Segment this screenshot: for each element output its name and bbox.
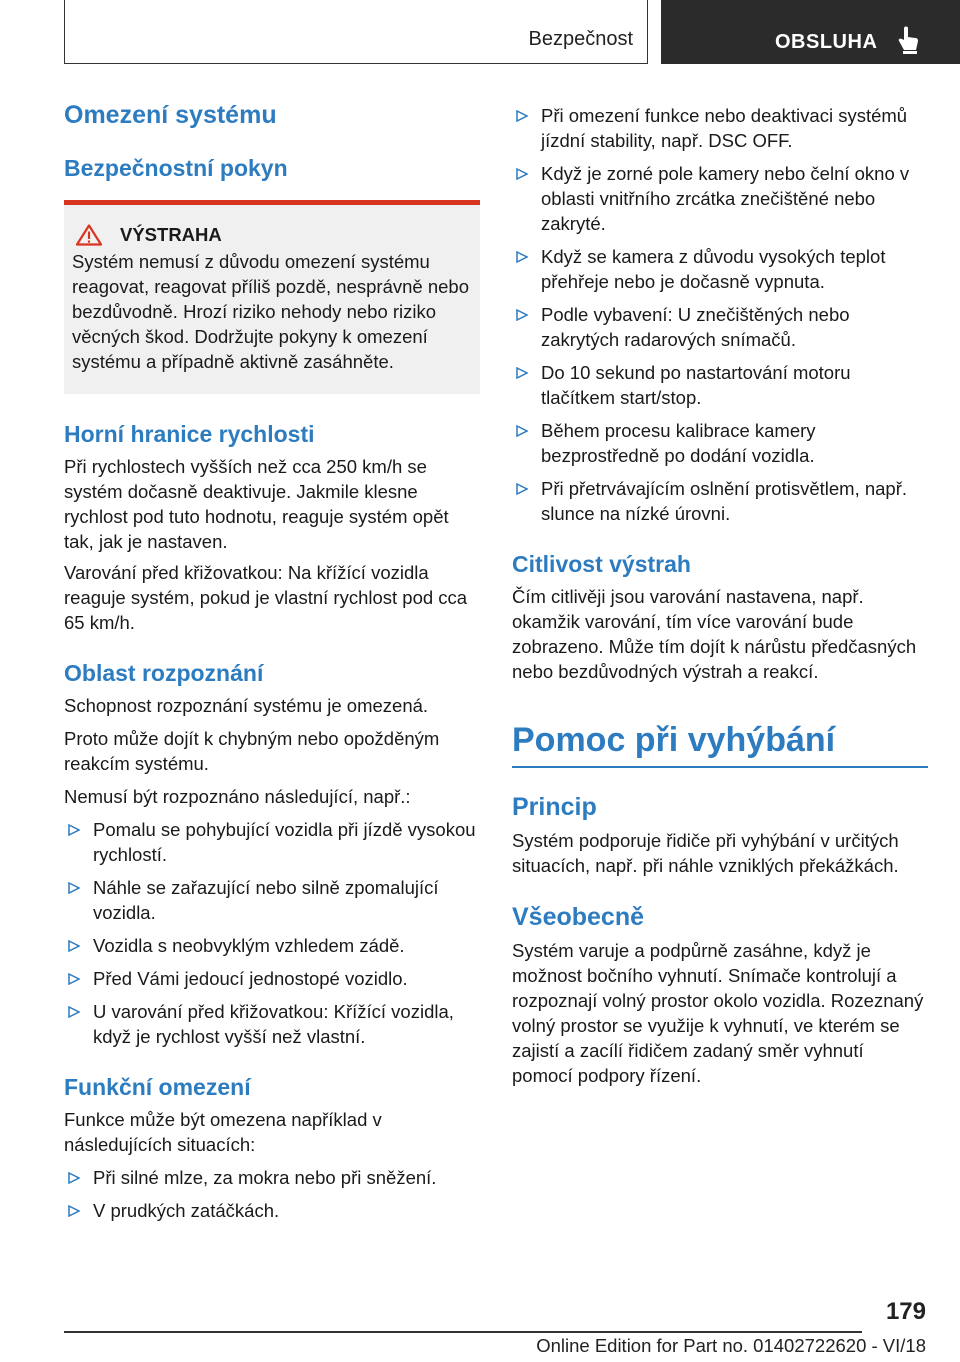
list-item: Podle vybavení: U znečištěných nebo zakrytých radarových snímačů.	[512, 302, 928, 352]
list-item: Náhle se zařazující nebo silně zpomalující vozidla.	[64, 875, 480, 925]
heading-underline	[512, 766, 928, 768]
hand-pointer-icon	[895, 26, 921, 54]
list-item: Při silné mlze, za mokra nebo při sněžení.	[64, 1165, 480, 1190]
triangle-bullet-icon	[516, 483, 528, 495]
triangle-bullet-icon	[68, 1006, 80, 1018]
header-chapter-tab	[661, 0, 960, 64]
detection-paragraph-3: Nemusí být rozpoznáno následující, např.:	[64, 786, 411, 807]
principle-paragraph: Systém podporuje řidiče při vyhýbání v určitých situacích, např. při náhle vzniklých překážkách.	[512, 830, 899, 876]
detection-list	[64, 817, 480, 1049]
page-number: 179	[885, 1298, 926, 1325]
list-item: Do 10 sekund po nastartování motoru tlačítkem start/stop.	[512, 360, 928, 410]
heading-system-limits: Omezení systému	[64, 101, 277, 129]
list-item: Když se kamera z důvodu vysokých teplot přehřeje nebo je dočasně vypnuta.	[512, 244, 928, 294]
triangle-bullet-icon	[516, 251, 528, 263]
warning-triangle-icon	[76, 224, 102, 246]
sensitivity-paragraph: Čím citlivěji jsou varování nastavena, např. okamžik varování, tím více varování bude zobrazeno. Může tím dojít k nárůstu předčasných nebo bezdůvodných výstrah a reakcí.	[512, 586, 917, 682]
heading-evasion-assist: Pomoc při vyhýbání	[512, 721, 836, 759]
heading-warning-sensitivity: Citlivost výstrah	[512, 551, 691, 577]
list-item: Pomalu se pohybující vozidla při jízdě vysokou rychlostí.	[64, 817, 480, 867]
triangle-bullet-icon	[516, 168, 528, 180]
triangle-bullet-icon	[516, 309, 528, 321]
header-section-title: Bezpečnost	[528, 28, 633, 50]
heading-principle: Princip	[512, 793, 597, 821]
heading-functional-limits: Funkční omezení	[64, 1074, 251, 1100]
footer-edition: Online Edition for Part no. 01402722620 - VI/18	[536, 1335, 926, 1356]
right-column	[512, 103, 928, 1088]
detection-paragraph-2: Proto může dojít k chybným nebo opožděným reakcím systému.	[64, 728, 440, 774]
triangle-bullet-icon	[516, 367, 528, 379]
footer-divider	[64, 1331, 862, 1333]
triangle-bullet-icon	[68, 1205, 80, 1217]
warning-title-text: VÝSTRAHA	[120, 224, 222, 245]
warning-text: Systém nemusí z důvodu omezení systému reagovat, reagovat příliš pozdě, nesprávně nebo bezdůvodně. Hrozí riziko nehody nebo riziko věcných škod. Dodržujte pokyny k omezení systému a případně aktivně zasáhněte.	[72, 251, 469, 372]
list-item: Vozidla s neobvyklým vzhledem zádě.	[64, 933, 480, 958]
general-paragraph: Systém varuje a podpůrně zasáhne, když je možnost bočního vyhnutí. Snímače kontrolují a rozpoznají volný prostor okolo vozidla. Rozeznaný volný prostor se využije k vyhnutí, ve kterém se zajistí a zacílí řidičem zadaný směr vyhnutí pomocí podpory řízení.	[512, 940, 924, 1086]
list-item: Během procesu kalibrace kamery bezprostředně po dodání vozidla.	[512, 418, 928, 468]
triangle-bullet-icon	[68, 1172, 80, 1184]
functional-list-right	[512, 103, 928, 526]
list-item: Při omezení funkce nebo deaktivaci systémů jízdní stability, např. DSC OFF.	[512, 103, 928, 153]
header-chapter-label: OBSLUHA	[775, 31, 878, 53]
list-item: Když je zorné pole kamery nebo čelní okno v oblasti vnitřního zrcátka znečištěné nebo zakryté.	[512, 161, 928, 236]
triangle-bullet-icon	[68, 940, 80, 952]
list-item: Při přetrvávajícím oslnění protisvětlem, např. slunce na nízké úrovni.	[512, 476, 928, 526]
list-item: Před Vámi jedoucí jednostopé vozidlo.	[64, 966, 480, 991]
list-item: U varování před křižovatkou: Křížící vozidla, když je rychlost vyšší než vlastní.	[64, 999, 480, 1049]
list-item: V prudkých zatáčkách.	[64, 1198, 480, 1223]
functional-paragraph-1: Funkce může být omezena například v následujících situacích:	[64, 1109, 382, 1155]
left-column	[64, 100, 480, 1223]
triangle-bullet-icon	[68, 824, 80, 836]
detection-paragraph-1: Schopnost rozpoznání systému je omezená.	[64, 695, 429, 716]
triangle-bullet-icon	[516, 110, 528, 122]
heading-speed-limit: Horní hranice rychlosti	[64, 421, 315, 447]
speed-paragraph-1: Při rychlostech vyšších než cca 250 km/h se systém dočasně deaktivuje. Jakmile klesne rychlost pod tuto hodnotu, reaguje systém opět tak, jak je nastaven.	[64, 456, 449, 552]
speed-paragraph-2: Varování před křižovatkou: Na křížící vozidla reaguje systém, pokud je vlastní rychlost pod cca 65 km/h.	[64, 562, 468, 633]
functional-list-left	[64, 1165, 480, 1223]
warning-title	[72, 223, 472, 247]
warning-box	[64, 200, 480, 394]
heading-general: Všeobecně	[512, 903, 645, 931]
heading-safety-notice: Bezpečnostní pokyn	[64, 155, 288, 181]
heading-detection-area: Oblast rozpoznání	[64, 660, 264, 686]
triangle-bullet-icon	[516, 425, 528, 437]
page-header	[0, 0, 960, 66]
triangle-bullet-icon	[68, 882, 80, 894]
header-section-box	[64, 0, 648, 64]
triangle-bullet-icon	[68, 973, 80, 985]
